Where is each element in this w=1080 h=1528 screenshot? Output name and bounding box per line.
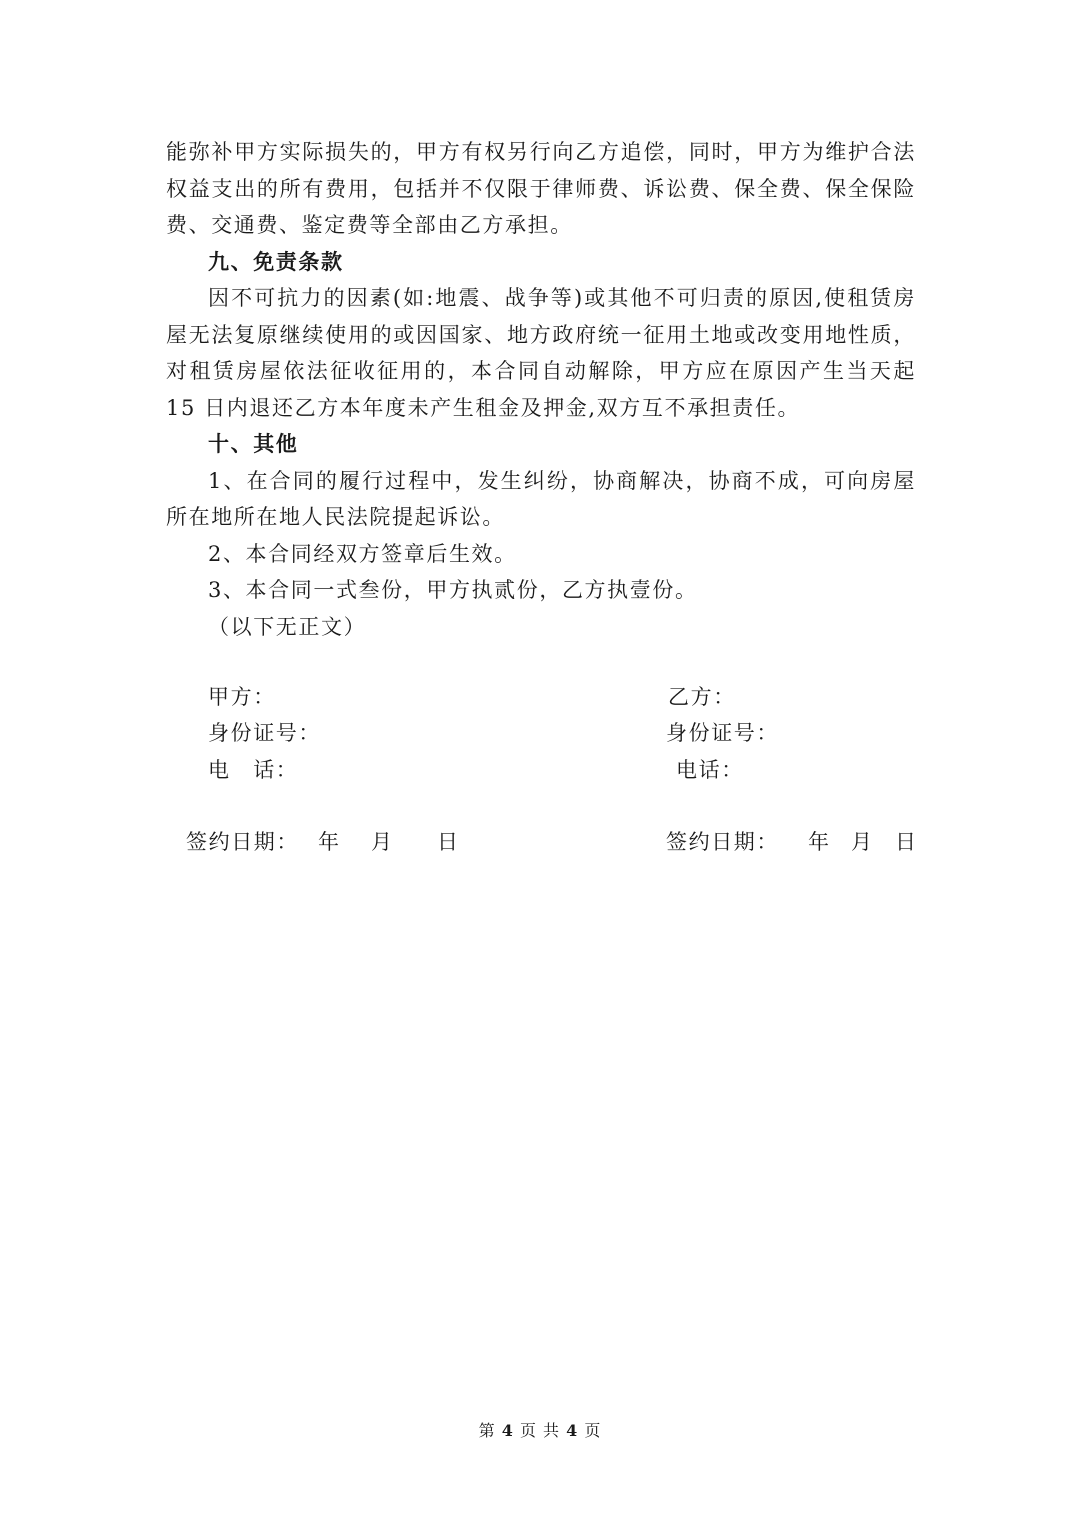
party-a-id-label: 身份证号： [208, 721, 321, 745]
paragraph-copies: 3、本合同一式叁份，甲方执贰份，乙方执壹份。 [208, 578, 698, 602]
footer-prefix: 第 [478, 1421, 496, 1440]
party-b-label: 乙方： [668, 685, 736, 709]
party-a-date-day: 日 [437, 830, 458, 854]
footer-middle: 页 共 [519, 1421, 561, 1440]
paragraph-liability-continuation: 能弥补甲方实际损失的，甲方有权另行向乙方追偿，同时，甲方为维护合法权益支出的所有费用，包括并不仅限于律师费、诉讼费、保全费、保全保险费、交通费、鉴定费等全部由乙方承担。 [166, 140, 916, 237]
party-b-date-day: 日 [895, 830, 916, 854]
section-heading-exemption: 九、免责条款 [208, 248, 344, 274]
paragraph-dispute-resolution: 1、在合同的履行过程中，发生纠纷，协商解决，协商不成，可向房屋所在地所在地人民法院提起诉讼。 [166, 468, 916, 529]
party-b-date-year: 年 [808, 830, 829, 854]
party-b-id-label: 身份证号： [666, 721, 779, 745]
paragraph-effective: 2、本合同经双方签章后生效。 [208, 541, 517, 566]
party-a-phone-label: 电 话： [208, 758, 299, 782]
footer-total-pages: 4 [566, 1421, 579, 1440]
contract-body [166, 134, 916, 645]
party-a-date-label: 签约日期： [186, 830, 299, 854]
footer-suffix: 页 [584, 1421, 602, 1440]
party-a-date-year: 年 [318, 830, 339, 854]
page-footer [0, 1418, 1080, 1441]
footer-current-page: 4 [501, 1421, 514, 1440]
party-a-label: 甲方： [208, 685, 276, 709]
party-b-date-month: 月 [851, 830, 872, 854]
party-b-phone-label: 电话： [676, 758, 744, 782]
party-a-date-month: 月 [371, 830, 392, 854]
paragraph-no-more-text: （以下无正文） [208, 614, 367, 639]
section-heading-other: 十、其他 [208, 431, 299, 456]
party-b-date-label: 签约日期： [666, 830, 779, 854]
paragraph-force-majeure: 因不可抗力的因素(如:地震、战争等)或其他不可归责的原因,使租赁房屋无法复原继续使用的或因国家、地方政府统一征用土地或改变用地性质，对租赁房屋依法征收征用的，本合同自动解除，甲方应在原因产生当天起 15 日内退还乙方本年度未产生租金及押金,双方互不承担责任。 [166, 286, 916, 420]
